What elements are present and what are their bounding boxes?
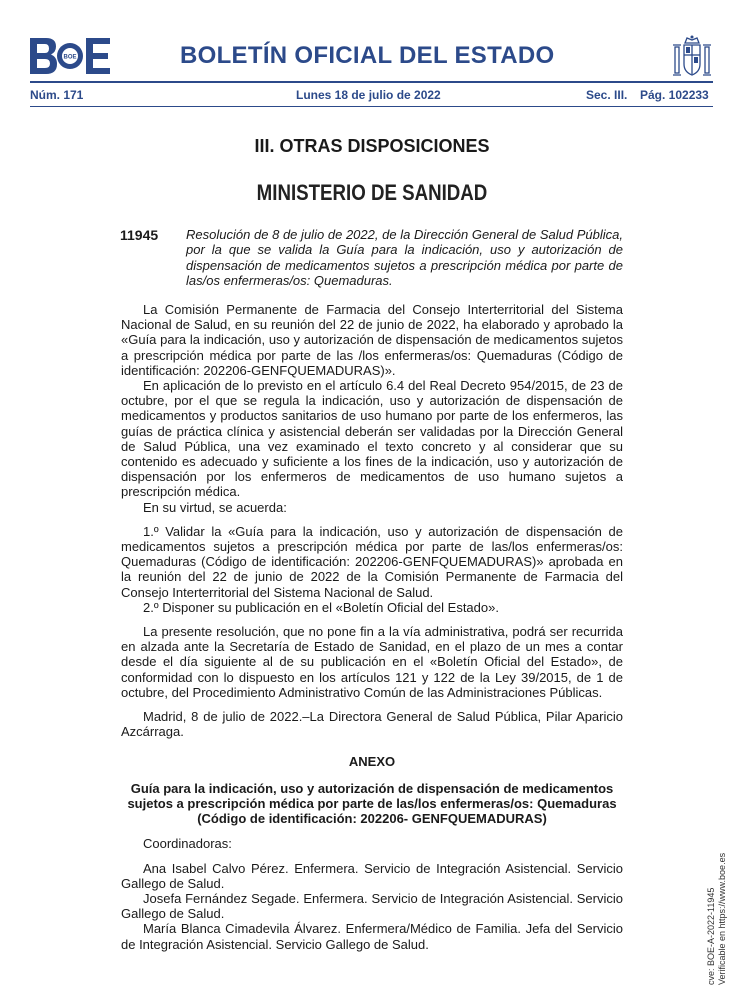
- boe-logo-text: BOE: [63, 54, 77, 61]
- paragraph-2: En aplicación de lo previsto en el artículo 6.4 del Real Decreto 954/2015, de 23 de octubre, por el que se regula la indicación, uso y autorización de dispensación de medicamentos y productos sanitarios de uso humano por parte de los enfermeros, las guías de práctica clínica y asistencial deberán ser validadas por la Dirección General de Salud Pública, una vez examinado el texto concreto y al considerar que su contenido es adecuado y suficiente a los fines de la indicación, uso y autorización de dispensación por los enfermeros de medicamentos de uso humano sujetos a prescripción médica.: [121, 378, 623, 500]
- annex-heading: ANEXO: [348, 754, 396, 770]
- cve-code: cve: BOE-A-2022-11945: [706, 887, 716, 985]
- document-body: [121, 302, 623, 952]
- verification-note: [706, 853, 728, 985]
- issue-date: Lunes 18 de julio de 2022: [296, 88, 441, 102]
- issue-number: Núm. 171: [30, 88, 84, 102]
- paragraph-3: En su virtud, se acuerda:: [143, 499, 287, 515]
- paragraph-7: Madrid, 8 de julio de 2022.–La Directora General de Salud Pública, Pilar Aparicio Azcárraga.: [121, 709, 623, 740]
- disposition-summary: Resolución de 8 de julio de 2022, de la Dirección General de Salud Pública, por la que se valida la Guía para la indicación, uso y autorización de dispensación de medicamentos sujetos a prescripción médica por parte de las/os enfermeras/os: Quemaduras.: [186, 227, 623, 288]
- coordinator-1: Ana Isabel Calvo Pérez. Enfermera. Servicio de Integración Asistencial. Servicio Gallego de Salud.: [121, 860, 623, 891]
- boe-logo: [30, 38, 110, 74]
- page-number: Pág. 102233: [640, 88, 709, 102]
- annex-title: Guía para la indicación, uso y autorización de dispensación de medicamentos sujetos a prescripción médica por parte de las/los enfermeras/os: Quemaduras (Código de identificación: 202206- GENFQUEMADURAS): [127, 780, 617, 827]
- header-rule: [30, 81, 713, 83]
- coordinator-3: María Blanca Cimadevila Álvarez. Enfermera/Médico de Familia. Jefa del Servicio de Integración Asistencial. Servicio Gallego de Salud.: [121, 921, 623, 952]
- coordinators-label: Coordinadoras:: [143, 836, 232, 852]
- coat-of-arms-icon: [672, 34, 712, 80]
- section-label: Sec. III.: [586, 88, 628, 102]
- header-rule-bottom: [30, 106, 713, 107]
- ministry-title: MINISTERIO DE SANIDAD: [256, 180, 488, 205]
- disposition-number: 11945: [120, 227, 159, 243]
- journal-title: BOLETÍN OFICIAL DEL ESTADO: [180, 42, 555, 69]
- paragraph-6: La presente resolución, que no pone fin a la vía administrativa, podrá ser recurrida en alzada ante la Secretaría de Estado de Sanidad, en el plazo de un mes a contar desde el día siguiente al de su publicación en el «Boletín Oficial del Estado», de conformidad con lo dispuesto en los artículos 121 y 122 de la Ley 39/2015, de 1 de octubre, del Procedimiento Administrativo Común de las Administraciones Públicas.: [121, 624, 623, 700]
- paragraph-5: 2.º Disponer su publicación en el «Boletín Oficial del Estado».: [143, 599, 499, 615]
- section-title: III. OTRAS DISPOSICIONES: [254, 136, 490, 156]
- verification-link[interactable]: Verificable en https://www.boe.es: [717, 852, 727, 985]
- paragraph-1: La Comisión Permanente de Farmacia del Consejo Interterritorial del Sistema Nacional de Salud, en su reunión del 22 de junio de 2022, ha elaborado y aprobado la «Guía para la indicación, uso y autorización de dispensación de medicamentos sujetos a prescripción médica por parte de las /los enfermeras/os: Quemaduras (Código de identificación: 202206-GENFQUEMADURAS)».: [121, 302, 623, 378]
- coordinator-2: Josefa Fernández Segade. Enfermera. Servicio de Integración Asistencial. Servicio Gallego de Salud.: [121, 890, 623, 922]
- paragraph-4: 1.º Validar la «Guía para la indicación, uso y autorización de dispensación de medicamentos sujetos a prescripción médica por parte de las/los enfermeras/os: Quemaduras (Código de identificación: 202206-GENFQUEMADURAS)» aprobada en la reunión del 22 de junio de 2022 de la Comisión Permanente de Farmacia del Consejo Interterritorial del Sistema Nacional de Salud.: [121, 523, 623, 600]
